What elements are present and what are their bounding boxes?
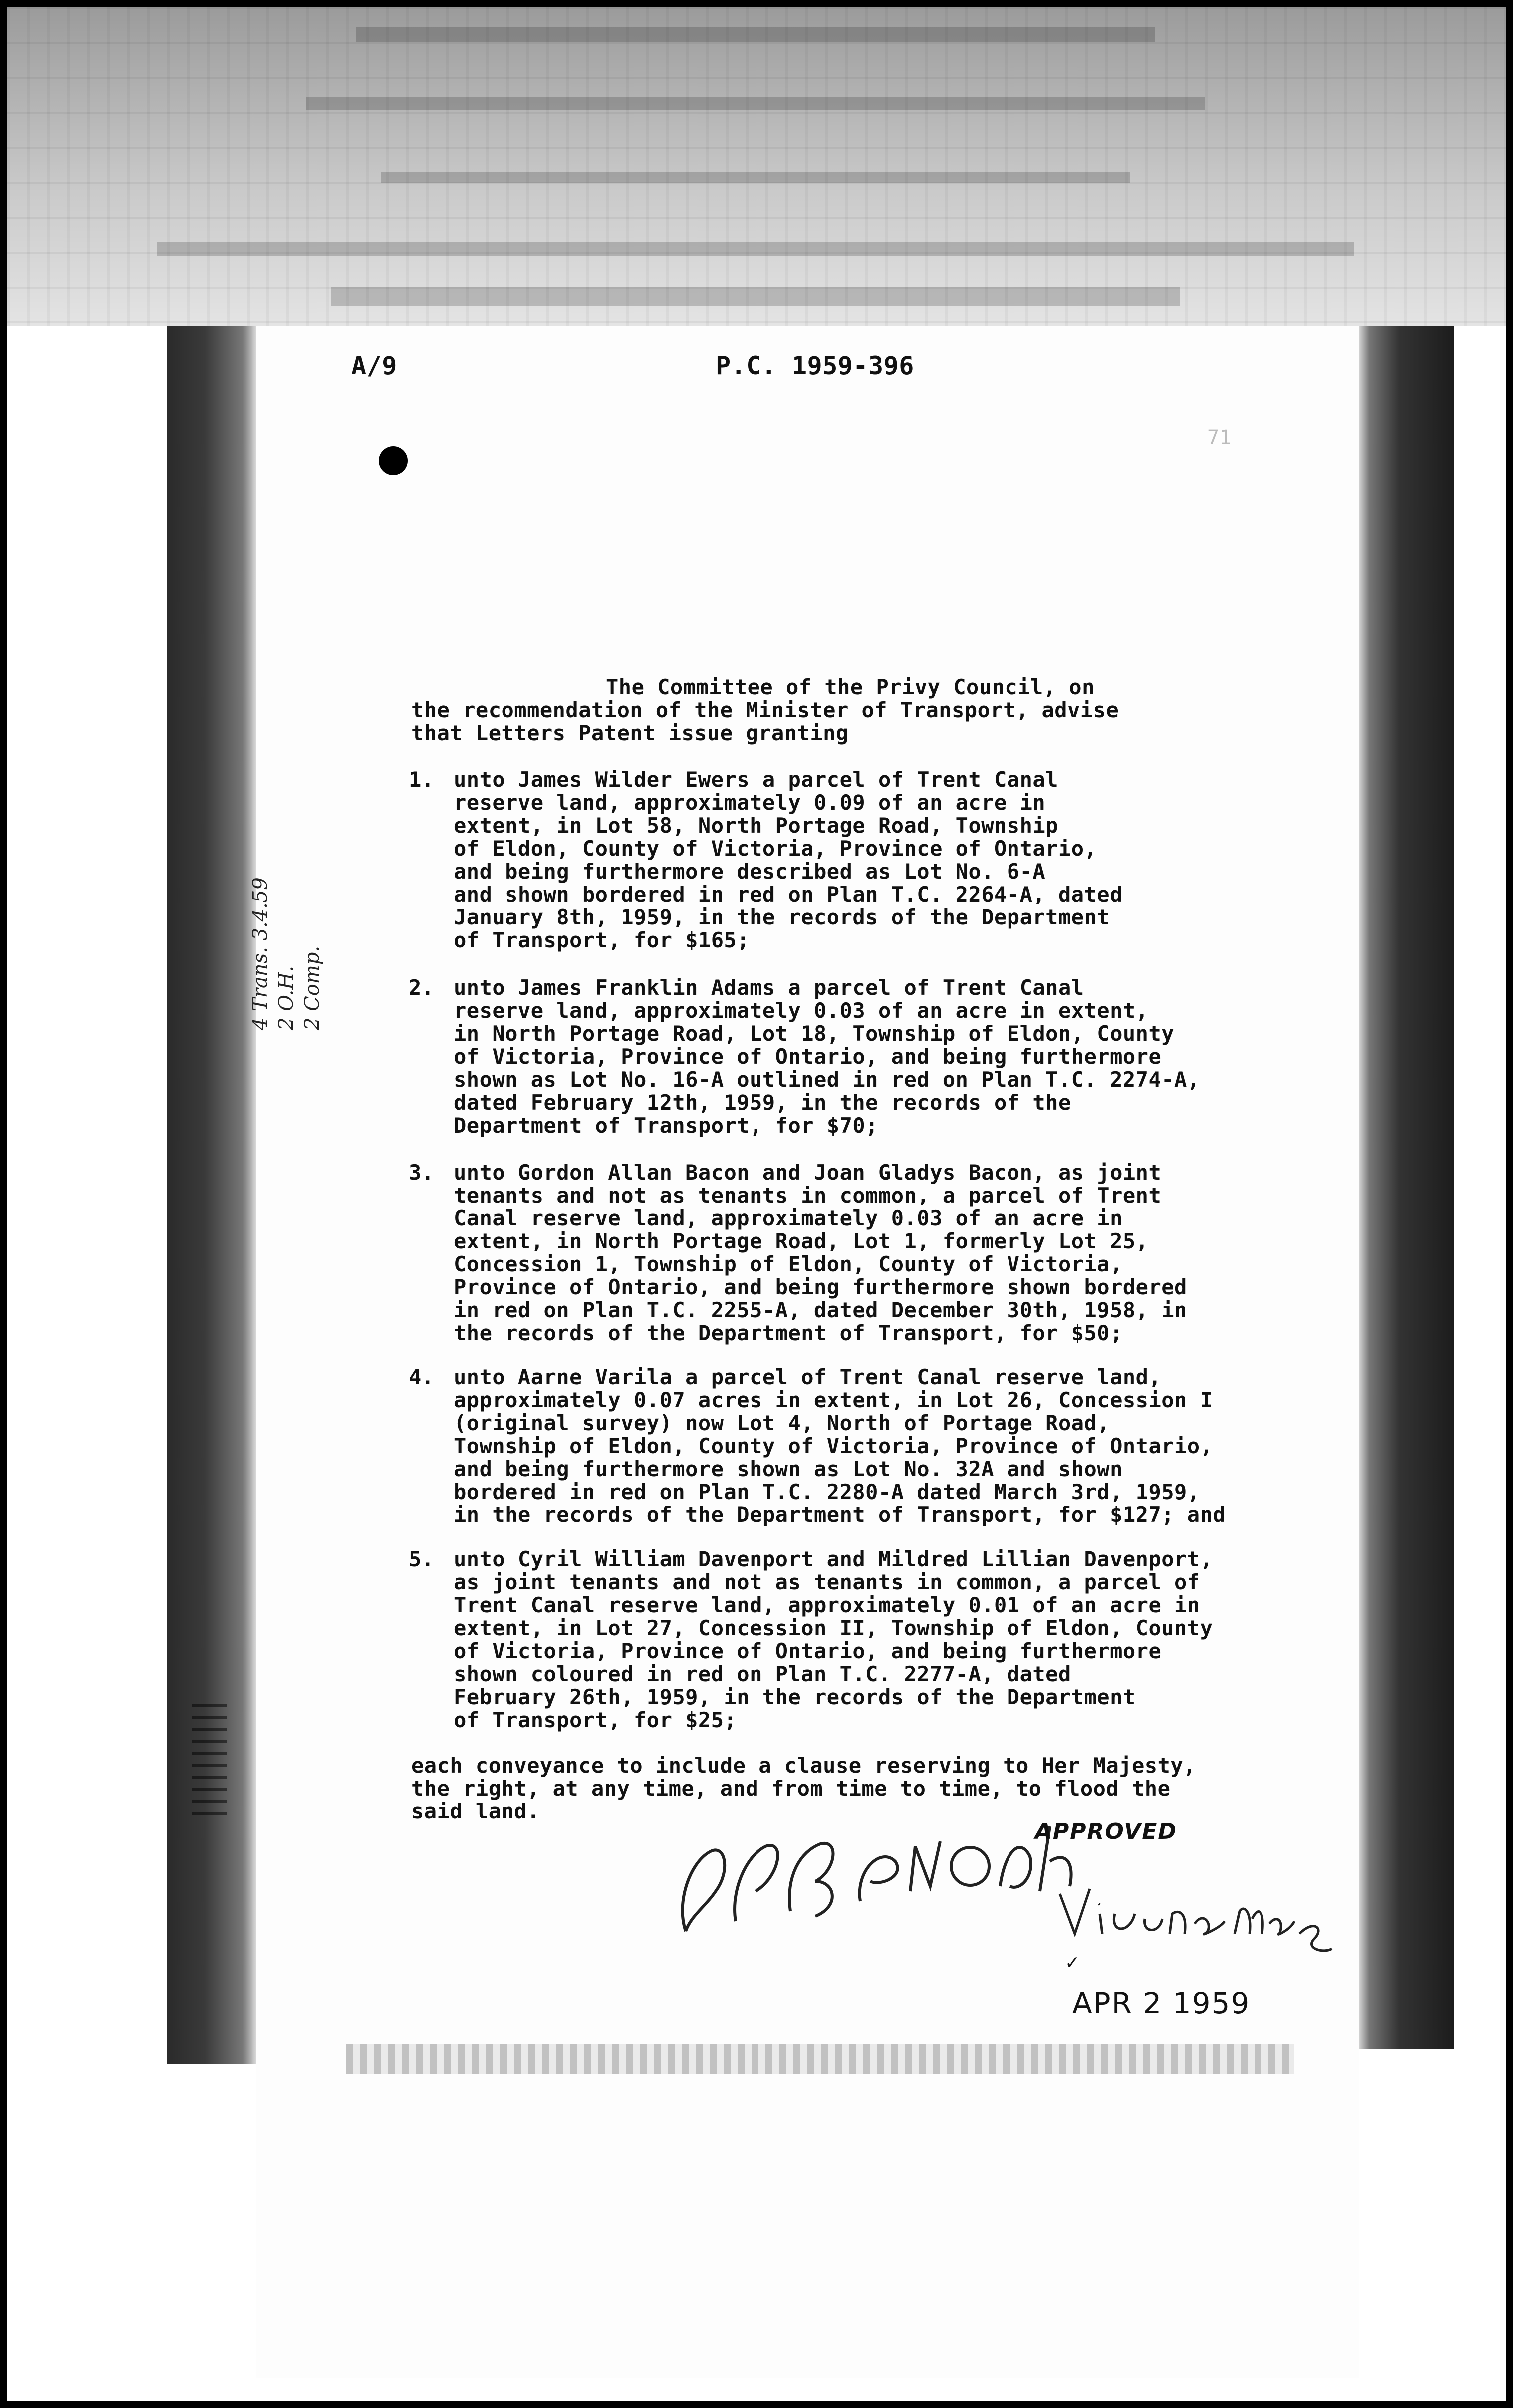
item-line: unto James Wilder Ewers a parcel of Trent Canal: [454, 767, 1058, 792]
item-line: Province of Ontario, and being furthermore shown bordered: [454, 1275, 1187, 1299]
item-line: the records of the Department of Transport, for $50;: [454, 1321, 1123, 1345]
item-line: of Transport, for $25;: [454, 1708, 737, 1732]
item-line: shown coloured in red on Plan T.C. 2277-A, dated: [454, 1662, 1071, 1686]
item-line: bordered in red on Plan T.C. 2280-A dated March 3rd, 1959,: [454, 1480, 1200, 1504]
item-line: in red on Plan T.C. 2255-A, dated December 30th, 1958, in: [454, 1298, 1187, 1322]
item-line: extent, in North Portage Road, Lot 1, formerly Lot 25,: [454, 1229, 1149, 1253]
bottom-edge-strip: [346, 2044, 1294, 2074]
item-line: tenants and not as tenants in common, a parcel of Trent: [454, 1183, 1162, 1207]
item-line: dated February 12th, 1959, in the records of the: [454, 1090, 1071, 1115]
item-line: unto Cyril William Davenport and Mildred Lillian Davenport,: [454, 1547, 1213, 1571]
item-number: 1.: [409, 767, 434, 792]
item-line: (original survey) now Lot 4, North of Portage Road,: [454, 1411, 1110, 1435]
closing-line-3: said land.: [411, 1799, 540, 1823]
item-line: approximately 0.07 acres in extent, in Lot 26, Concession I: [454, 1388, 1213, 1412]
closing-line-1: each conveyance to include a clause reserving to Her Majesty,: [411, 1753, 1196, 1778]
preamble-line-3: that Letters Patent issue granting: [411, 721, 849, 745]
preamble-line-2: the recommendation of the Minister of Transport, advise: [411, 698, 1119, 722]
margin-note-line: 2 O.H.: [275, 966, 298, 1030]
item-line: of Eldon, County of Victoria, Province of Ontario,: [454, 836, 1097, 861]
approval-date-stamp: APR 2 1959: [1072, 1986, 1251, 2020]
margin-note-line: 2 Comp.: [301, 945, 324, 1030]
item-number: 5.: [409, 1547, 434, 1571]
approved-label: APPROVED: [1035, 1819, 1177, 1844]
item-number: 4.: [409, 1365, 434, 1389]
page-number: 71: [1207, 426, 1232, 449]
item-line: February 26th, 1959, in the records of the Department: [454, 1685, 1136, 1709]
item-line: Trent Canal reserve land, approximately 0.01 of an acre in: [454, 1593, 1200, 1617]
item-line: of Victoria, Province of Ontario, and being furthermore: [454, 1639, 1162, 1663]
file-reference: A/9: [351, 351, 397, 380]
item-line: and shown bordered in red on Plan T.C. 2264-A, dated: [454, 882, 1123, 906]
margin-distribution-note: [249, 877, 327, 1030]
item-line: and being furthermore described as Lot No. 6-A: [454, 859, 1046, 884]
item-line: as joint tenants and not as tenants in common, a parcel of: [454, 1570, 1200, 1594]
item-line: unto Gordon Allan Bacon and Joan Gladys Bacon, as joint: [454, 1160, 1162, 1185]
closing-line-2: the right, at any time, and from time to time, to flood the: [411, 1776, 1171, 1801]
microfilm-frame: [7, 7, 1506, 2401]
item-line: in the records of the Department of Transport, for $127; and: [454, 1503, 1226, 1527]
tick-mark: ✓: [1065, 1953, 1081, 1973]
item-line: in North Portage Road, Lot 18, Township of Eldon, County: [454, 1021, 1175, 1046]
item-line: Concession 1, Township of Eldon, County of Victoria,: [454, 1252, 1123, 1276]
item-line: and being furthermore shown as Lot No. 32A and shown: [454, 1457, 1123, 1481]
bleed-through-background: [7, 7, 1506, 326]
item-line: unto James Franklin Adams a parcel of Trent Canal: [454, 975, 1084, 1000]
right-page-shadow: [1354, 326, 1454, 2049]
item-line: January 8th, 1959, in the records of the Department: [454, 905, 1110, 929]
item-line: unto Aarne Varila a parcel of Trent Canal reserve land,: [454, 1365, 1162, 1389]
item-line: reserve land, approximately 0.09 of an acre in: [454, 790, 1046, 815]
item-line: Department of Transport, for $70;: [454, 1113, 878, 1138]
order-number: P.C. 1959-396: [716, 351, 914, 380]
item-number: 2.: [409, 975, 434, 1000]
item-line: reserve land, approximately 0.03 of an acre in extent,: [454, 998, 1149, 1023]
item-line: of Transport, for $165;: [454, 928, 750, 952]
governor-general-signature: [1055, 1874, 1334, 1959]
clerk-signature: [671, 1816, 1085, 1946]
item-number: 3.: [409, 1160, 434, 1185]
item-line: Township of Eldon, County of Victoria, Province of Ontario,: [454, 1434, 1213, 1458]
margin-note-line: 4 Trans. 3.4.59: [249, 877, 272, 1030]
preamble-line-1: The Committee of the Privy Council, on: [606, 675, 1095, 699]
item-line: extent, in Lot 27, Concession II, Township of Eldon, County: [454, 1616, 1213, 1640]
left-edge-marks: [192, 1704, 227, 1819]
item-line: of Victoria, Province of Ontario, and being furthermore: [454, 1044, 1162, 1069]
punch-hole: [379, 446, 408, 475]
item-line: shown as Lot No. 16-A outlined in red on Plan T.C. 2274-A,: [454, 1067, 1200, 1092]
item-line: extent, in Lot 58, North Portage Road, Township: [454, 813, 1058, 838]
item-line: Canal reserve land, approximately 0.03 of an acre in: [454, 1206, 1123, 1230]
